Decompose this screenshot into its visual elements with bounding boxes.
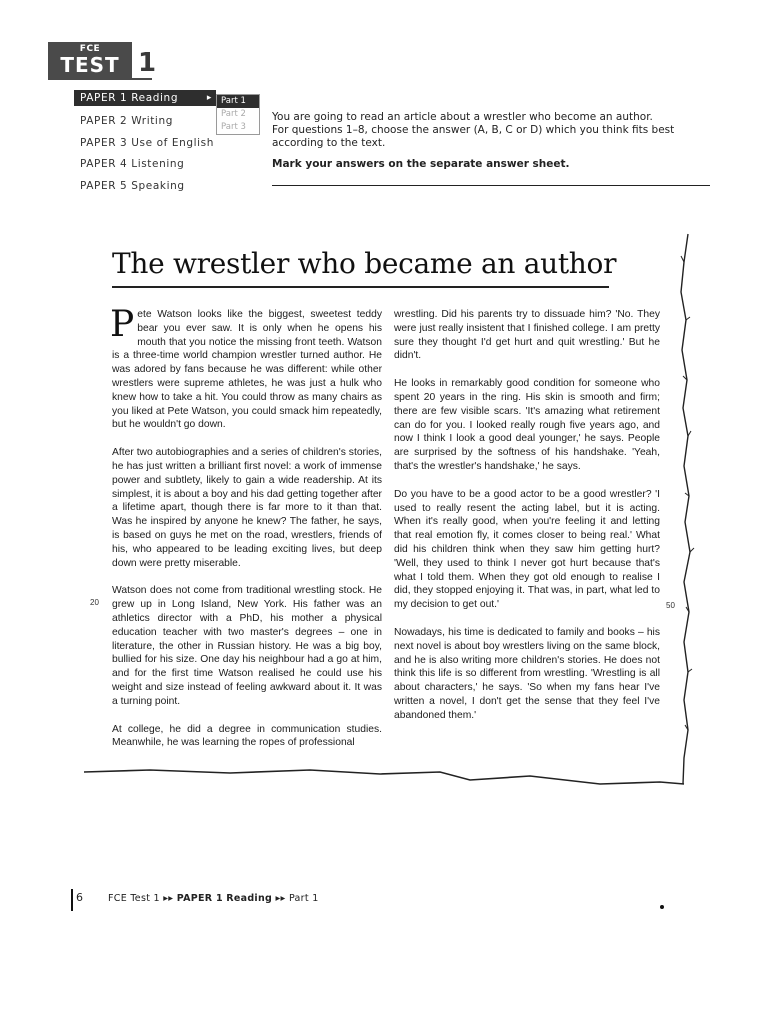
part-2-item[interactable]: Part 2 <box>221 109 246 119</box>
part-1-item[interactable]: Part 1 <box>217 95 259 108</box>
part-submenu <box>216 94 260 135</box>
menu-item-paper-5[interactable]: PAPER 5 Speaking <box>80 179 185 192</box>
article-column-left <box>110 304 382 764</box>
line-number: 20 <box>90 598 99 607</box>
title-underline <box>112 286 609 288</box>
instruction-answer-sheet: Mark your answers on the separate answer sheet. <box>272 158 570 170</box>
instruction-line: You are going to read an article about a wrestler who become an author. <box>272 111 653 123</box>
test-number: 1 <box>138 48 157 78</box>
article-paragraph: Watson does not come from traditional wrestling stock. He grew up in Long Island, New York. His father was an athletics director with a PhD, his mother a physical education teacher with two master's degrees – one in literature, the other in Russian history. He was a big boy, bullied for his size. One day his neighbour had a go at him, and for the first time Watson realised he could use his weight and size instead of feeling awkward about it. It was a turning point. <box>112 585 382 707</box>
page-number: 6 <box>76 891 83 904</box>
article-paragraph <box>110 304 382 432</box>
menu-item-paper-4[interactable]: PAPER 4 Listening <box>80 158 185 170</box>
article-paragraph: wrestling. Did his parents try to dissuade him? 'No. They were just really insistent that I finished college. I am pretty sure they thought I'd get hurt and quit wrestling.' But he didn't. <box>394 309 660 362</box>
footer-part: Part 1 <box>288 893 319 904</box>
menu-item-paper-3[interactable]: PAPER 3 Use of English <box>80 136 214 149</box>
instructions-divider <box>272 185 710 186</box>
badge-label: TEST <box>60 53 120 77</box>
header-divider <box>48 78 152 80</box>
test-badge <box>48 42 132 78</box>
instruction-line: For questions 1–8, choose the answer (A, B, C or D) which you think fits best according to the text. <box>272 124 675 149</box>
breadcrumb-arrow-icon: ▸▸ <box>275 893 286 904</box>
paragraph-text: ete Watson looks like the biggest, sweetest teddy bear you ever saw. It is only when he opens his mouth that you notice the missing front teeth. Watson is a three-time world champion wrestler turned author. He was adored by fans because he was different: while other wrestlers were supreme athletes, he was just a hulk who knew how to take a hit. You could throw as many chairs as you liked at Pete Watson, you could smack him repeatedly, but he wouldn't go down. <box>112 309 382 431</box>
footer-bar <box>71 889 73 911</box>
footer-test: FCE Test 1 <box>108 893 160 904</box>
article-paragraph: At college, he did a degree in communication studies. Meanwhile, he was learning the ropes of professional <box>112 723 382 749</box>
part-3-item[interactable]: Part 3 <box>221 122 246 132</box>
footer-section: Reading <box>226 893 273 904</box>
instructions <box>272 111 692 171</box>
badge-brand: FCE <box>79 44 101 54</box>
breadcrumb-arrow-icon: ▸▸ <box>163 893 174 904</box>
menu-item-label: PAPER 1 Reading <box>80 92 179 104</box>
footer-breadcrumb <box>108 893 319 904</box>
drop-cap: P <box>110 304 135 345</box>
menu-item-paper-1[interactable] <box>74 90 216 106</box>
article-paragraph: Do you have to be a good actor to be a good wrestler? 'I used to really resent the acting label, but it is acting. When it's really good, when you're feeling it and letting that real emotion fly, it comes closer to being real.' What did his children think when they saw him getting hurt? 'Well, they used to think I never got hurt because that's what I told them. When they got old enough to realise I did, they stopped enjoying it. That was, in part, what led to my decision to get out.' <box>394 488 660 611</box>
arrow-right-icon: ▸ <box>206 93 212 103</box>
article-title: The wrestler who became an author <box>112 247 617 280</box>
ink-speck <box>660 905 664 909</box>
line-number: 50 <box>666 601 675 610</box>
article-column-right <box>394 308 660 737</box>
article-paragraph: He looks in remarkably good condition for someone who spent 20 years in the ring. His skin is smooth and firm; there are few visible scars. 'It's amazing what retirement can do for you. I looked really rough five years ago, and now I think I look a good deal younger,' he says. People are surprised by the softness of his handshake. 'Yeah, that's the wrestler's handshake,' he says. <box>394 378 660 472</box>
article-paragraph: After two autobiographies and a series of children's stories, he has just written a brilliant first novel: a work of immense power and subtlety, likely to gain a wide readership. At its simplest, it is about a boy and his dad getting together after a lifetime apart, though there is far more to it than that. Was he inspired by anyone he knew? The father, he says, is based on guys he met on the road, wrestlers, friends of his, who appeared to be leading exciting lives, but deep down were pretty miserable. <box>112 447 382 569</box>
menu-item-paper-2[interactable]: PAPER 2 Writing <box>80 115 173 127</box>
article-paragraph: Nowadays, his time is dedicated to family and books – his next novel is about boy wrestlers living on the same block, and he is also writing more children's stories. He does not think this life is so different from wrestling. 'Wrestling is all about characters,' he says. 'So when my fans hear I've written a novel, I don't get the sense that they feel I've abandoned them.' <box>394 626 660 721</box>
footer-paper: PAPER 1 <box>176 893 223 904</box>
